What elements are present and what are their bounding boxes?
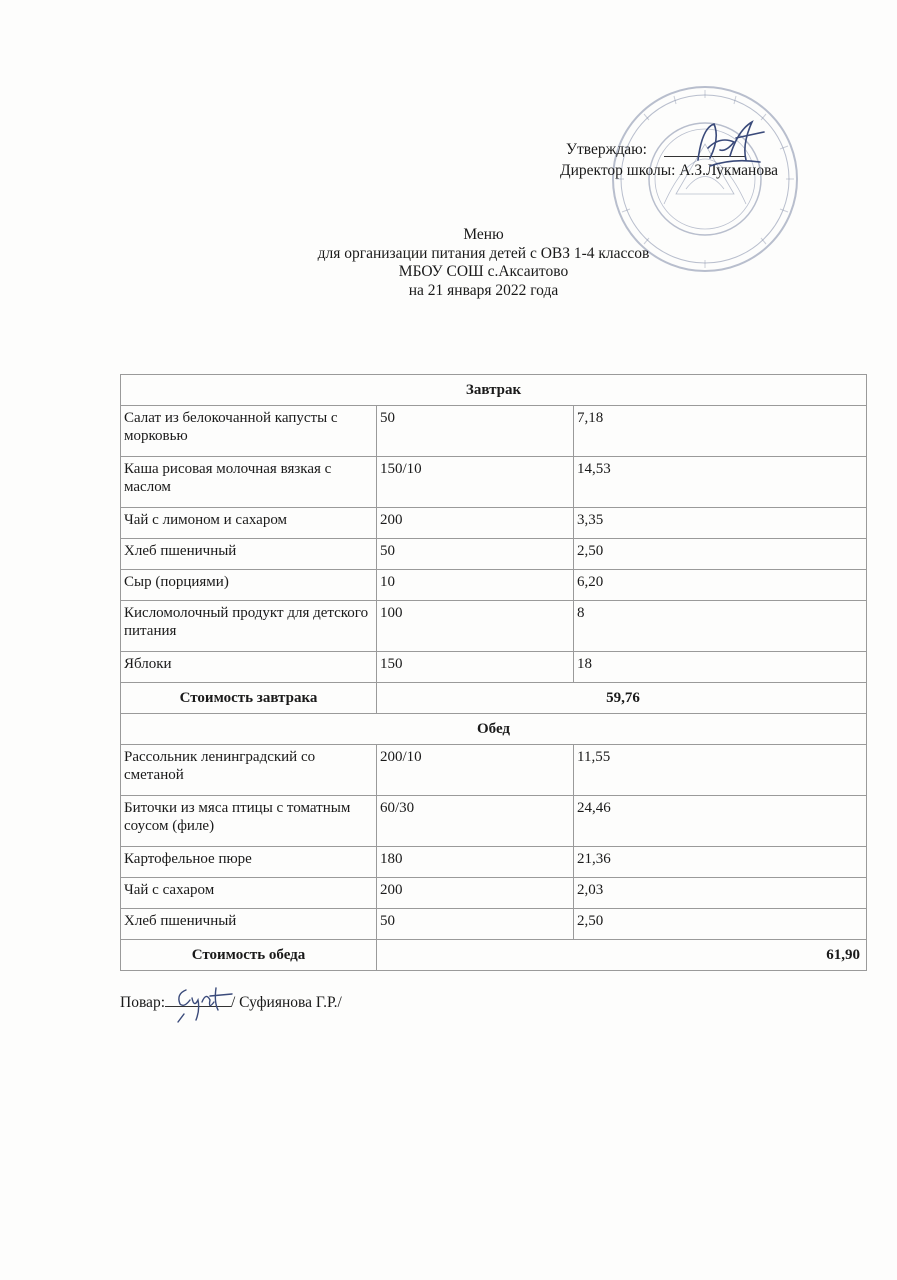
table-row — [121, 847, 867, 878]
cook-signature — [170, 980, 240, 1026]
title-date: на 21 января 2022 года — [408, 281, 559, 299]
dish-portion: 150 — [377, 652, 574, 683]
table-row — [121, 796, 867, 847]
table-row — [121, 539, 867, 570]
dish-name: Биточки из мяса птицы с томатным соусом (филе) — [121, 796, 377, 847]
cook-name: / Суфиянова Г.Р./ — [231, 994, 342, 1011]
dish-price: 2,03 — [574, 878, 867, 909]
dish-name: Хлеб пшеничный — [121, 909, 377, 940]
table-row — [121, 601, 867, 652]
section-header-row — [121, 375, 867, 406]
dish-price: 7,18 — [574, 406, 867, 457]
dish-name: Чай с лимоном и сахаром — [121, 508, 377, 539]
breakfast-total-label: Стоимость завтрака — [121, 683, 377, 714]
dish-price: 21,36 — [574, 847, 867, 878]
dish-portion: 180 — [377, 847, 574, 878]
dish-portion: 50 — [377, 406, 574, 457]
dish-name: Салат из белокочанной капусты с морковью — [121, 406, 377, 457]
dish-portion: 10 — [377, 570, 574, 601]
dish-name: Каша рисовая молочная вязкая с маслом — [121, 457, 377, 508]
table-row — [121, 878, 867, 909]
dish-price: 24,46 — [574, 796, 867, 847]
table-row — [121, 570, 867, 601]
dish-price: 2,50 — [574, 909, 867, 940]
dish-portion: 200/10 — [377, 745, 574, 796]
section-header-row — [121, 714, 867, 745]
director-line: Директор школы: А.З.Лукманова — [560, 162, 779, 179]
dish-price: 11,55 — [574, 745, 867, 796]
dish-price: 2,50 — [574, 539, 867, 570]
lunch-total-value: 61,90 — [377, 940, 867, 971]
menu-table — [120, 374, 867, 971]
title-purpose: для организации питания детей с ОВЗ 1-4 классов — [317, 244, 650, 262]
table-row — [121, 406, 867, 457]
dish-portion: 50 — [377, 539, 574, 570]
dish-portion: 200 — [377, 508, 574, 539]
cook-label: Повар: — [120, 994, 165, 1011]
breakfast-total-row — [121, 683, 867, 714]
title-heading: Меню — [463, 226, 504, 243]
dish-price: 6,20 — [574, 570, 867, 601]
dish-portion: 50 — [377, 909, 574, 940]
breakfast-total-value: 59,76 — [377, 683, 867, 714]
table-row — [121, 652, 867, 683]
breakfast-section-label: Завтрак — [121, 375, 867, 406]
dish-name: Кисломолочный продукт для детского питания — [121, 601, 377, 652]
table-row — [121, 457, 867, 508]
dish-portion: 60/30 — [377, 796, 574, 847]
dish-name: Чай с сахаром — [121, 878, 377, 909]
dish-name: Хлеб пшеничный — [121, 539, 377, 570]
dish-name: Сыр (порциями) — [121, 570, 377, 601]
dish-price: 14,53 — [574, 457, 867, 508]
lunch-total-label: Стоимость обеда — [121, 940, 377, 971]
dish-portion: 150/10 — [377, 457, 574, 508]
title-school: МБОУ СОШ с.Аксаитово — [398, 263, 569, 280]
lunch-section-label: Обед — [121, 714, 867, 745]
director-signature — [680, 108, 770, 178]
lunch-total-row — [121, 940, 867, 971]
dish-price: 3,35 — [574, 508, 867, 539]
table-row — [121, 508, 867, 539]
dish-price: 8 — [574, 601, 867, 652]
table-row — [121, 909, 867, 940]
menu-title — [0, 226, 897, 300]
dish-portion: 100 — [377, 601, 574, 652]
approve-label: Утверждаю: — [566, 141, 647, 158]
dish-portion: 200 — [377, 878, 574, 909]
dish-name: Картофельное пюре — [121, 847, 377, 878]
table-row — [121, 745, 867, 796]
dish-name: Яблоки — [121, 652, 377, 683]
dish-price: 18 — [574, 652, 867, 683]
dish-name: Рассольник ленинградский со сметаной — [121, 745, 377, 796]
